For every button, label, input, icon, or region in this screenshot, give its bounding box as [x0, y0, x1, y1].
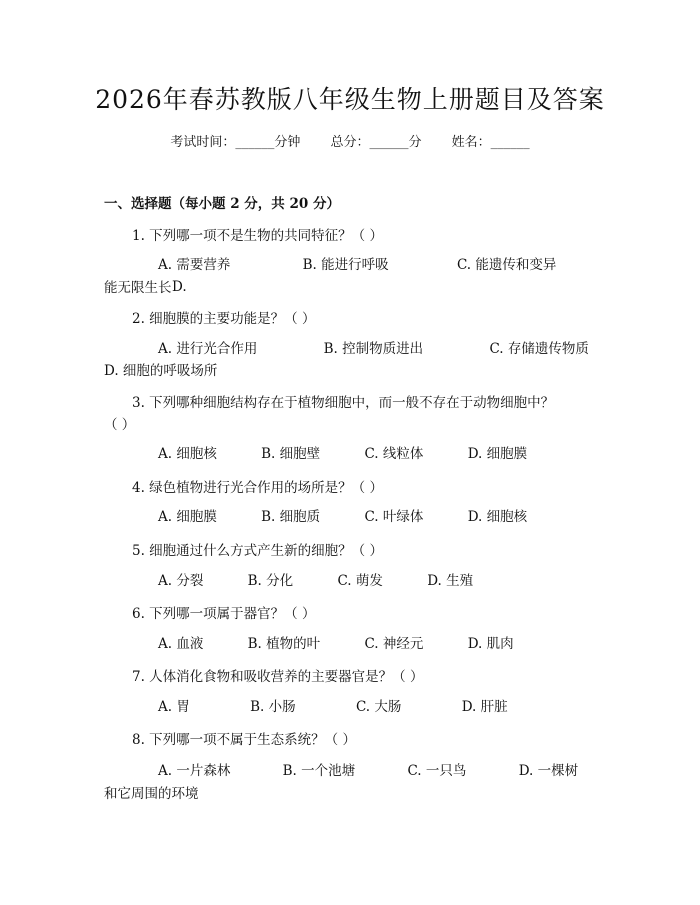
question-7-option-d: D. 肝脏	[461, 699, 508, 715]
question-2-stem: 2. 细胞膜的主要功能是？（ ）	[132, 311, 316, 327]
student-name-field: 姓名：______	[451, 135, 530, 150]
question-7-option-c: C. 大肠	[355, 699, 402, 715]
question-1-option-d: D.	[172, 279, 187, 295]
question-5-option-a: A. 分裂	[158, 573, 204, 589]
question-6-option-a: A. 血液	[158, 636, 204, 652]
question-1-options	[104, 254, 609, 298]
question-2-options	[104, 338, 609, 360]
question-5-option-b: B. 分化	[247, 573, 294, 589]
question-5-option-c: C. 萌发	[337, 573, 383, 589]
question-7-stem: 7. 人体消化食物和吸收营养的主要器官是？（ ）	[132, 669, 424, 685]
question-1-option-a: A. 需要营养	[158, 257, 231, 273]
question-8-option-a: A. 一片森林	[158, 763, 231, 779]
question-3-option-a: A. 细胞核	[158, 446, 217, 462]
question-5-stem: 5. 细胞通过什么方式产生新的细胞？（ ）	[132, 543, 383, 559]
question-8-option-d: D. 一棵树	[518, 763, 579, 779]
question-2-option-d: D. 细胞的呼吸场所	[104, 363, 218, 379]
question-3-option-b: B. 细胞壁	[261, 446, 321, 462]
question-8-options	[104, 760, 609, 782]
total-score-field: 总分：______分	[330, 135, 422, 150]
question-6-stem: 6. 下列哪一项属于器官？（ ）	[132, 606, 316, 622]
question-8-stem: 8. 下列哪一项不属于生态系统？（ ）	[132, 732, 356, 748]
section-heading-multiple-choice: 一、选择题（每小题 2 分，共 20 分）	[104, 196, 340, 212]
question-3-option-d: D. 细胞膜	[467, 446, 528, 462]
question-6-options	[104, 633, 609, 655]
question-1-stem: 1. 下列哪一项不是生物的共同特征？（ ）	[132, 228, 383, 244]
question-2-option-c: C. 存储遗传物质	[489, 341, 589, 357]
question-4-options	[104, 506, 609, 528]
exam-time-field: 考试时间：______分钟	[170, 135, 301, 150]
question-2-option-a: A. 进行光合作用	[158, 341, 258, 357]
question-1-option-d-continuation: 能无限生长	[104, 280, 172, 296]
question-6-option-c: C. 神经元	[364, 636, 424, 652]
question-4-option-c: C. 叶绿体	[364, 509, 424, 525]
question-3-option-c: C. 线粒体	[364, 446, 424, 462]
question-4-option-b: B. 细胞质	[261, 509, 321, 525]
question-7-option-b: B. 小肠	[250, 699, 296, 715]
question-4-option-a: A. 细胞膜	[158, 509, 217, 525]
question-3-options	[104, 443, 609, 465]
question-3-stem: 3. 下列哪种细胞结构存在于植物细胞中，而一般不存在于动物细胞中？	[132, 395, 555, 411]
question-2-option-b: B. 控制物质进出	[323, 341, 424, 357]
question-1-option-b: B. 能进行呼吸	[302, 257, 389, 273]
question-5-option-d: D. 生殖	[427, 573, 474, 589]
question-8-option-d-continuation: 和它周围的环境	[104, 786, 199, 802]
question-7-options	[104, 696, 609, 718]
question-8-option-c: C. 一只鸟	[407, 763, 467, 779]
question-8-option-b: B. 一个池塘	[282, 763, 356, 779]
question-4-option-d: D. 细胞核	[467, 509, 528, 525]
question-3-stem-continuation: （ ）	[104, 417, 136, 433]
question-6-option-d: D. 肌肉	[467, 636, 514, 652]
exam-info-line	[0, 131, 700, 150]
question-1-option-c: C. 能遗传和变异	[456, 257, 557, 273]
question-6-option-b: B. 植物的叶	[247, 636, 321, 652]
question-7-option-a: A. 胃	[158, 699, 190, 715]
question-5-options	[104, 570, 609, 592]
question-4-stem: 4. 绿色植物进行光合作用的场所是？（ ）	[132, 480, 383, 496]
exam-title: 2026年春苏教版八年级生物上册题目及答案	[95, 85, 605, 114]
